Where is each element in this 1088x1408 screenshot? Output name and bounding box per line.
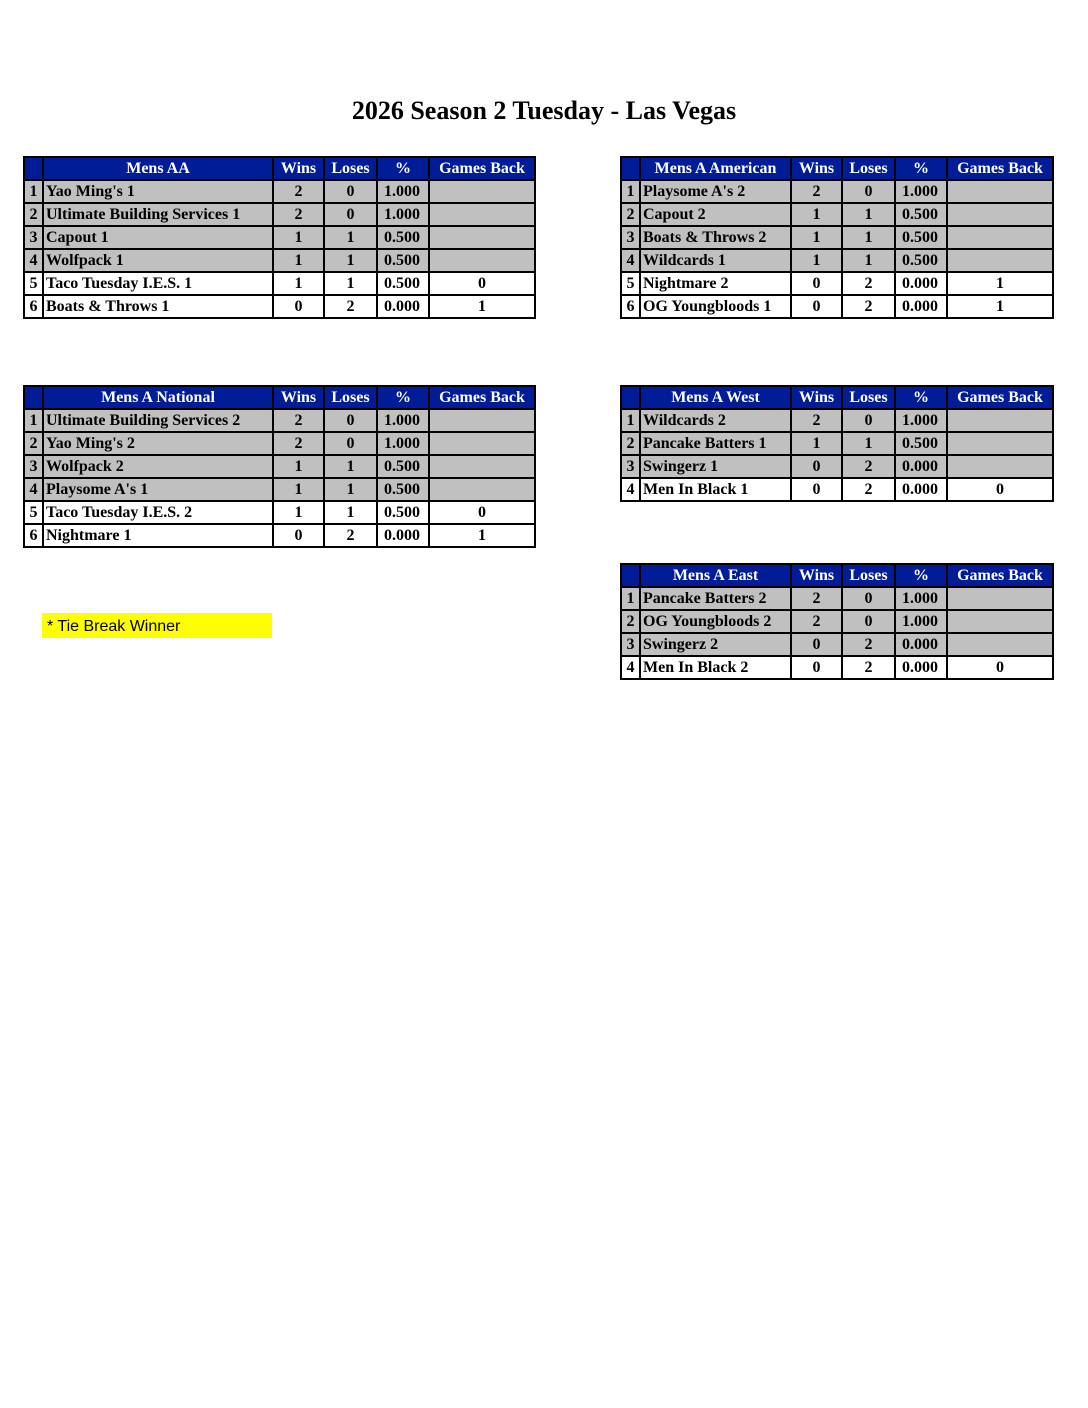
games-back-cell (947, 203, 1053, 226)
table-row (621, 249, 1053, 272)
team-cell: Yao Ming's 1 (43, 180, 273, 203)
rank-cell: 2 (621, 432, 640, 455)
team-cell: Wolfpack 2 (43, 455, 273, 478)
rank-cell: 5 (621, 272, 640, 295)
division-table-mens-a-national (23, 385, 536, 548)
pct-cell: 1.000 (377, 409, 429, 432)
loses-cell: 0 (324, 203, 377, 226)
wins-cell: 0 (273, 295, 324, 318)
games-back-cell (429, 432, 535, 455)
games-back-cell (429, 226, 535, 249)
team-cell: OG Youngbloods 1 (640, 295, 791, 318)
games-back-cell: 0 (429, 501, 535, 524)
games-back-cell: 0 (947, 478, 1053, 501)
wins-cell: 0 (791, 478, 842, 501)
rank-cell: 2 (621, 610, 640, 633)
wins-cell: 0 (791, 656, 842, 679)
wins-header: Wins (273, 157, 324, 180)
pct-cell: 1.000 (377, 432, 429, 455)
team-cell: Yao Ming's 2 (43, 432, 273, 455)
rank-cell: 3 (621, 633, 640, 656)
table-header (621, 564, 1053, 587)
loses-cell: 2 (842, 455, 895, 478)
wins-cell: 2 (273, 203, 324, 226)
table-row (24, 272, 535, 295)
games-back-cell (429, 249, 535, 272)
loses-cell: 0 (324, 180, 377, 203)
rank-cell: 3 (621, 455, 640, 478)
rank-header (621, 386, 640, 409)
team-cell: Playsome A's 2 (640, 180, 791, 203)
loses-cell: 1 (324, 478, 377, 501)
rank-cell: 5 (24, 501, 43, 524)
rank-cell: 1 (621, 587, 640, 610)
wins-cell: 0 (791, 633, 842, 656)
pct-cell: 0.500 (377, 455, 429, 478)
rank-cell: 4 (24, 478, 43, 501)
games-back-cell: 1 (947, 295, 1053, 318)
loses-header: Loses (324, 157, 377, 180)
pct-header: % (895, 157, 947, 180)
rank-cell: 2 (621, 203, 640, 226)
team-cell: Nightmare 2 (640, 272, 791, 295)
pct-cell: 0.000 (895, 272, 947, 295)
team-cell: Nightmare 1 (43, 524, 273, 547)
games-back-cell (429, 203, 535, 226)
games-back-cell (947, 633, 1053, 656)
loses-cell: 1 (324, 249, 377, 272)
rank-cell: 4 (24, 249, 43, 272)
table-row (24, 249, 535, 272)
pct-cell: 1.000 (895, 180, 947, 203)
team-cell: Pancake Batters 2 (640, 587, 791, 610)
table-row (621, 478, 1053, 501)
wins-cell: 2 (791, 610, 842, 633)
games-back-cell (429, 409, 535, 432)
games-back-header: Games Back (947, 564, 1053, 587)
table-row (621, 610, 1053, 633)
games-back-cell (947, 432, 1053, 455)
games-back-cell: 0 (947, 656, 1053, 679)
loses-cell: 0 (842, 610, 895, 633)
team-cell: Taco Tuesday I.E.S. 2 (43, 501, 273, 524)
loses-cell: 1 (842, 249, 895, 272)
table-row (24, 295, 535, 318)
rank-cell: 2 (24, 432, 43, 455)
table-row (621, 633, 1053, 656)
loses-cell: 2 (324, 524, 377, 547)
wins-cell: 1 (273, 501, 324, 524)
pct-cell: 0.000 (377, 295, 429, 318)
games-back-header: Games Back (947, 157, 1053, 180)
pct-header: % (377, 157, 429, 180)
games-back-cell (947, 610, 1053, 633)
pct-header: % (377, 386, 429, 409)
division-table-mens-a-american (620, 156, 1054, 319)
games-back-cell (947, 180, 1053, 203)
pct-cell: 0.500 (377, 226, 429, 249)
rank-cell: 2 (24, 203, 43, 226)
division-table-mens-a-east (620, 563, 1054, 680)
team-cell: OG Youngbloods 2 (640, 610, 791, 633)
tie-break-note: * Tie Break Winner (42, 613, 272, 638)
table-row (621, 226, 1053, 249)
games-back-cell (947, 226, 1053, 249)
wins-cell: 1 (273, 455, 324, 478)
rank-cell: 3 (621, 226, 640, 249)
wins-header: Wins (791, 157, 842, 180)
team-cell: Wildcards 2 (640, 409, 791, 432)
loses-cell: 0 (842, 180, 895, 203)
loses-cell: 2 (842, 272, 895, 295)
pct-cell: 0.000 (895, 656, 947, 679)
division-name: Mens AA (43, 157, 273, 180)
loses-cell: 0 (842, 587, 895, 610)
pct-cell: 0.000 (895, 478, 947, 501)
wins-cell: 2 (273, 432, 324, 455)
wins-cell: 0 (791, 295, 842, 318)
loses-cell: 2 (842, 295, 895, 318)
table-row (621, 409, 1053, 432)
wins-cell: 0 (791, 455, 842, 478)
wins-cell: 2 (791, 409, 842, 432)
wins-header: Wins (273, 386, 324, 409)
table-header (621, 386, 1053, 409)
rank-cell: 5 (24, 272, 43, 295)
games-back-header: Games Back (429, 386, 535, 409)
team-cell: Capout 2 (640, 203, 791, 226)
games-back-cell (947, 455, 1053, 478)
pct-cell: 1.000 (895, 409, 947, 432)
games-back-cell (947, 587, 1053, 610)
pct-cell: 1.000 (895, 610, 947, 633)
table-row (24, 226, 535, 249)
rank-cell: 1 (621, 180, 640, 203)
rank-cell: 1 (24, 409, 43, 432)
rank-cell: 3 (24, 455, 43, 478)
games-back-cell (947, 409, 1053, 432)
games-back-cell: 1 (429, 295, 535, 318)
pct-cell: 0.500 (377, 249, 429, 272)
pct-cell: 0.000 (895, 455, 947, 478)
rank-header (621, 564, 640, 587)
team-cell: Wildcards 1 (640, 249, 791, 272)
rank-cell: 1 (24, 180, 43, 203)
wins-cell: 2 (273, 409, 324, 432)
pct-cell: 1.000 (895, 587, 947, 610)
rank-cell: 6 (621, 295, 640, 318)
games-back-cell: 1 (947, 272, 1053, 295)
loses-cell: 2 (842, 656, 895, 679)
loses-cell: 1 (324, 455, 377, 478)
wins-cell: 2 (273, 180, 324, 203)
rank-header (24, 157, 43, 180)
division-name: Mens A National (43, 386, 273, 409)
rank-cell: 4 (621, 478, 640, 501)
division-name: Mens A West (640, 386, 791, 409)
games-back-cell (429, 478, 535, 501)
loses-header: Loses (842, 564, 895, 587)
division-table-mens-a-west (620, 385, 1054, 502)
loses-header: Loses (842, 157, 895, 180)
wins-cell: 1 (791, 203, 842, 226)
games-back-cell: 1 (429, 524, 535, 547)
loses-cell: 1 (324, 501, 377, 524)
wins-cell: 1 (791, 249, 842, 272)
table-row (621, 295, 1053, 318)
team-cell: Swingerz 2 (640, 633, 791, 656)
team-cell: Pancake Batters 1 (640, 432, 791, 455)
games-back-cell (429, 455, 535, 478)
table-row (24, 524, 535, 547)
wins-cell: 2 (791, 180, 842, 203)
team-cell: Taco Tuesday I.E.S. 1 (43, 272, 273, 295)
games-back-header: Games Back (947, 386, 1053, 409)
table-row (24, 501, 535, 524)
pct-cell: 0.500 (895, 226, 947, 249)
loses-cell: 1 (842, 203, 895, 226)
pct-cell: 0.500 (377, 272, 429, 295)
wins-cell: 1 (791, 226, 842, 249)
wins-cell: 0 (791, 272, 842, 295)
team-cell: Men In Black 2 (640, 656, 791, 679)
team-cell: Swingerz 1 (640, 455, 791, 478)
pct-cell: 0.500 (377, 501, 429, 524)
wins-cell: 1 (273, 249, 324, 272)
loses-cell: 2 (842, 478, 895, 501)
loses-cell: 1 (324, 226, 377, 249)
table-header (24, 386, 535, 409)
pct-cell: 0.500 (377, 478, 429, 501)
loses-cell: 2 (324, 295, 377, 318)
rank-cell: 3 (24, 226, 43, 249)
table-row (621, 432, 1053, 455)
loses-cell: 0 (324, 409, 377, 432)
pct-cell: 0.500 (895, 249, 947, 272)
table-row (24, 455, 535, 478)
games-back-cell (947, 249, 1053, 272)
table-header (621, 157, 1053, 180)
loses-cell: 1 (842, 432, 895, 455)
rank-cell: 4 (621, 249, 640, 272)
table-row (621, 656, 1053, 679)
wins-cell: 1 (273, 272, 324, 295)
rank-header (24, 386, 43, 409)
rank-header (621, 157, 640, 180)
team-cell: Wolfpack 1 (43, 249, 273, 272)
table-header (24, 157, 535, 180)
pct-cell: 1.000 (377, 180, 429, 203)
wins-header: Wins (791, 386, 842, 409)
pct-cell: 0.000 (895, 295, 947, 318)
team-cell: Men In Black 1 (640, 478, 791, 501)
wins-cell: 1 (791, 432, 842, 455)
rank-cell: 6 (24, 524, 43, 547)
table-row (621, 203, 1053, 226)
loses-header: Loses (324, 386, 377, 409)
rank-cell: 4 (621, 656, 640, 679)
loses-header: Loses (842, 386, 895, 409)
pct-cell: 0.500 (895, 432, 947, 455)
team-cell: Boats & Throws 2 (640, 226, 791, 249)
table-row (24, 409, 535, 432)
loses-cell: 0 (842, 409, 895, 432)
table-row (24, 180, 535, 203)
table-row (24, 203, 535, 226)
team-cell: Capout 1 (43, 226, 273, 249)
loses-cell: 2 (842, 633, 895, 656)
wins-cell: 0 (273, 524, 324, 547)
loses-cell: 1 (842, 226, 895, 249)
table-row (621, 180, 1053, 203)
games-back-cell: 0 (429, 272, 535, 295)
table-row (621, 587, 1053, 610)
loses-cell: 0 (324, 432, 377, 455)
pct-cell: 0.000 (377, 524, 429, 547)
table-row (24, 432, 535, 455)
games-back-header: Games Back (429, 157, 535, 180)
page-title: 2026 Season 2 Tuesday - Las Vegas (351, 96, 737, 125)
wins-cell: 1 (273, 478, 324, 501)
loses-cell: 1 (324, 272, 377, 295)
team-cell: Ultimate Building Services 1 (43, 203, 273, 226)
table-row (24, 478, 535, 501)
division-name: Mens A American (640, 157, 791, 180)
team-cell: Boats & Throws 1 (43, 295, 273, 318)
pct-cell: 0.000 (895, 633, 947, 656)
team-cell: Playsome A's 1 (43, 478, 273, 501)
pct-cell: 1.000 (377, 203, 429, 226)
pct-header: % (895, 386, 947, 409)
table-row (621, 272, 1053, 295)
games-back-cell (429, 180, 535, 203)
table-row (621, 455, 1053, 478)
wins-cell: 1 (273, 226, 324, 249)
pct-cell: 0.500 (895, 203, 947, 226)
division-name: Mens A East (640, 564, 791, 587)
team-cell: Ultimate Building Services 2 (43, 409, 273, 432)
rank-cell: 1 (621, 409, 640, 432)
rank-cell: 6 (24, 295, 43, 318)
division-table-mens-aa (23, 156, 536, 319)
pct-header: % (895, 564, 947, 587)
wins-header: Wins (791, 564, 842, 587)
wins-cell: 2 (791, 587, 842, 610)
